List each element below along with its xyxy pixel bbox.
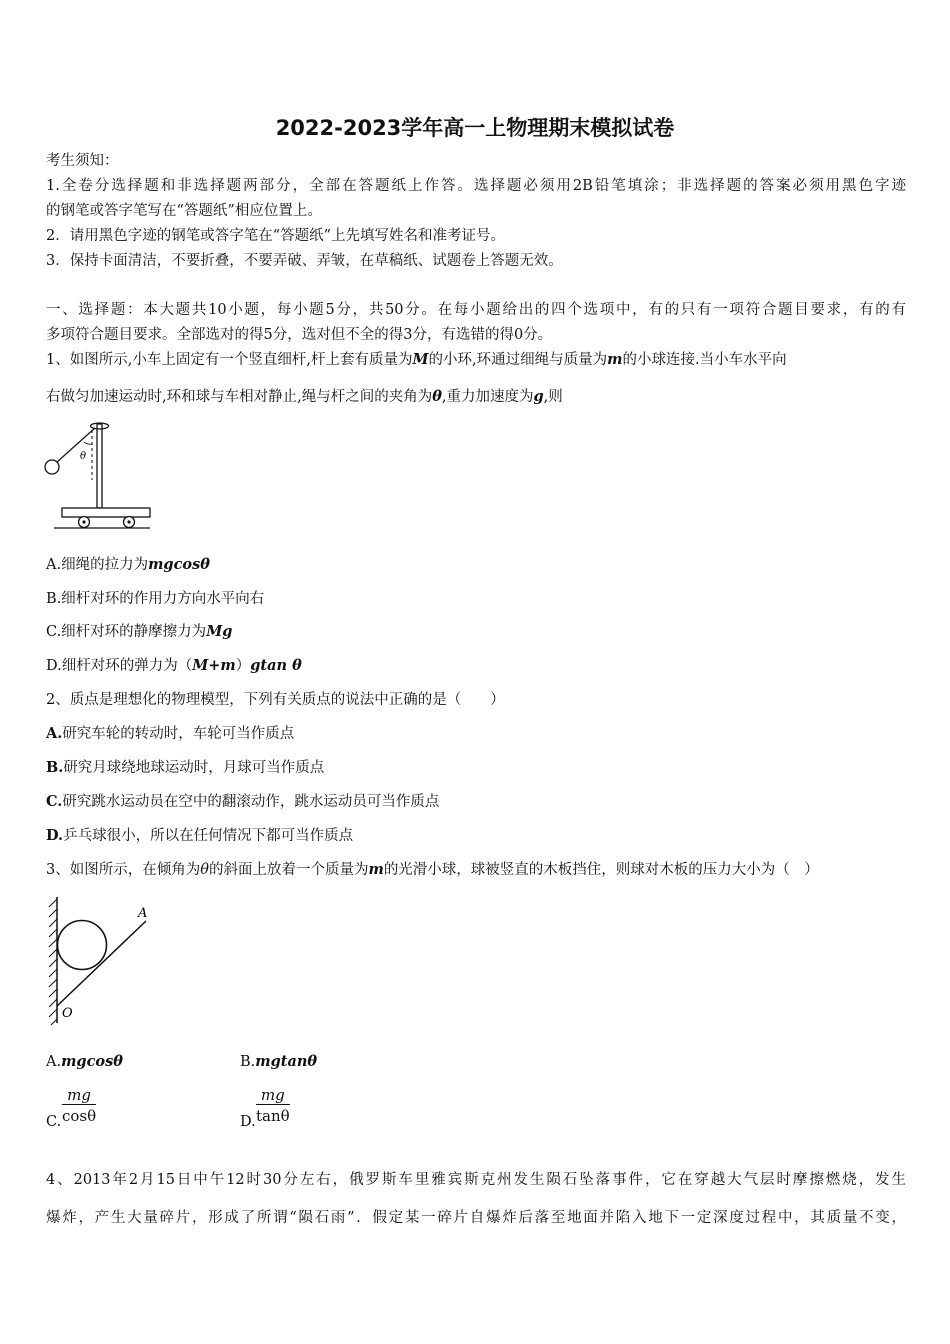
q1-var-m: m [607,351,623,368]
q1-var-g: g [533,388,544,405]
q1-cart-figure [40,418,156,530]
q3-ball [58,921,107,970]
q3-option-c-label: C. [46,1114,62,1130]
page-title: 2022-2023学年高一上物理期末模拟试卷 [275,116,675,140]
q2-option-b: B.研究月球绕地球运动时，月球可当作质点 [46,759,325,776]
q3-incline-figure [42,893,154,1029]
q1-stem-line-1: 1、如图所示,小车上固定有一个竖直细杆,杆上套有质量为M的小环,环通过细绳与质量为m的小球连接.当小车水平向 [46,351,787,368]
notice-item-2: 2．请用黑色字迹的钢笔或答字笔在“答题纸”上先填写姓名和准考证号。 [46,228,506,244]
notice-item-1-line-2: 的钢笔或答字笔写在“答题纸”相应位置上。 [46,203,322,219]
q2-stem: 2、质点是理想化的物理模型，下列有关质点的说法中正确的是（ ） [46,692,505,708]
q3-option-d-label: D. [240,1114,256,1130]
q3-option-c-fraction: $\frac{mg}{\cos\theta}$ [62,1086,97,1125]
q3-board-hatching [49,899,57,1025]
notice-item-3: 3．保持卡面清洁，不要折叠，不要弄破、弄皱，在草稿纸、试题卷上答题无效。 [46,253,563,269]
q4-stem-line-1: 4、2013年2月15日中午12时30分左右，俄罗斯车里雅宾斯克州发生陨石坠落事件，它在穿越大气层时摩擦燃烧，发生 [46,1172,906,1188]
q3-option-b: B.mgtanθ [240,1053,318,1070]
q1-wheel-right-axle [127,520,130,523]
q1-figure-theta: θ [80,451,87,462]
q1-wheel-left-axle [82,520,85,523]
q3-var-m: m [368,861,384,878]
q3-option-d-fraction: $\frac{mg}{\tan\theta}$ [256,1086,290,1125]
q1-rod [97,424,102,508]
q1-var-M: M [412,351,429,368]
q1-option-a: A.细绳的拉力为mgcosθ [46,556,210,573]
q1-cart-body [62,508,150,517]
notice-heading: 考生须知： [46,153,119,169]
q2-option-d: D.乒乓球很小，所以在任何情况下都可当作质点 [46,827,354,844]
q2-option-a: A.研究车轮的转动时，车轮可当作质点 [46,725,295,742]
q1-var-theta: θ [432,388,442,405]
q4-stem-line-2: 爆炸，产生大量碎片，形成了所谓“陨石雨”．假定某一碎片自爆炸后落至地面并陷入地下一定深度过程中，其质量不变， [46,1210,906,1226]
q3-var-theta: θ [200,862,209,878]
notice-item-1-line-1: 1.全卷分选择题和非选择题两部分，全部在答题纸上作答。选择题必须用2B铅笔填涂；非选择题的答案必须用黑色字迹 [46,178,906,194]
q1-option-b: B.细杆对环的作用力方向水平向右 [46,591,265,607]
section-1-instructions-line-2: 多项符合题目要求。全部选对的得5分，选对但不全的得3分，有选错的得0分。 [46,327,553,343]
section-1-instructions-line-1: 一、选择题：本大题共10小题，每小题5分，共50分。在每小题给出的四个选项中，有的只有一项符合题目要求，有的有 [46,302,906,318]
q3-option-a: A.mgcosθ [46,1053,123,1070]
q3-stem: 3、如图所示，在倾角为θ的斜面上放着一个质量为m的光滑小球，球被竖直的木板挡住，则球对木板的压力大小为（ ） [46,861,819,878]
q1-stem-line-2: 右做匀加速运动时,环和球与车相对静止,绳与杆之间的夹角为θ,重力加速度为g,则 [46,388,563,405]
q3-label-a: A [138,906,148,921]
q1-option-c: C.细杆对环的静摩擦力为Mg [46,623,233,640]
q2-option-c: C.研究跳水运动员在空中的翻滚动作，跳水运动员可当作质点 [46,793,440,810]
q3-label-o: O [62,1006,73,1021]
q1-ball [45,460,59,474]
q1-option-d: D.细杆对环的弹力为（M+m）gtan θ [46,657,302,674]
q1-angle-arc [84,442,92,444]
q1-string [57,428,95,462]
